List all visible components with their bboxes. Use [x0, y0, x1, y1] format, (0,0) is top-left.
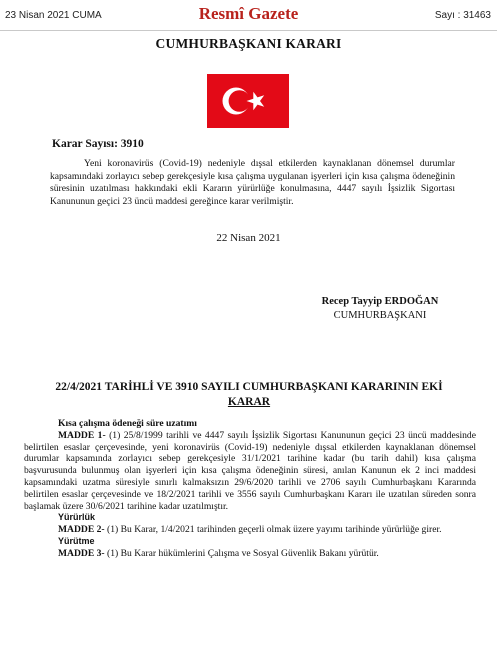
article-label: MADDE 1- [58, 429, 106, 441]
article-2 [24, 524, 476, 536]
signer-name: Recep Tayyip ERDOĞAN [321, 296, 439, 307]
article-label: MADDE 3- [58, 547, 105, 559]
article-text: (1) 25/8/1999 tarihli ve 4447 sayılı İşsizlik Sigortası Kanununun geçici 23 üncü maddesinde belirtilen esaslar çerçevesinde, yeni koronavirüs (Covid-19) nedeniyle dışsal etkilerden kaynaklanan dönemsel durumlar kapsamında zorlayıcı sebep gerekçesiyle 31/1/2021 tarihine kadar (bu tarih dahil) kısa çalışma başvurusunda bulunmuş olan işyerleri için kısa çalışma ödeneğinin süresi, anılan Kanunun ek 2 inci maddesi kapsamındaki uzatma süresiyle sınırlı kalmaksızın 29/6/2020 tarihli ve 2706 sayılı Cumhurbaşkanı Kararında belirtilen esaslar çerçevesinde ve 18/2/2021 tarihli ve 3556 sayılı Cumhurbaşkanı Kararı ile uzatılan süreden sonra başlamak üzere 30/6/2021 tarihine kadar uzatılmıştır. [24, 429, 476, 512]
gazette-header [0, 0, 497, 31]
signer-title: CUMHURBAŞKANI [333, 310, 427, 321]
gazette-masthead: Resmî Gazete [198, 4, 299, 23]
issue-number: Sayı : 31463 [434, 10, 491, 21]
article-text: (1) Bu Karar, 1/4/2021 tarihinden geçerli olmak üzere yayımı tarihinde yürürlüğe girer. [104, 524, 442, 536]
intro-paragraph: Yeni koronavirüs (Covid-19) nedeniyle dışsal etkilerden kaynaklanan dönemsel durumlar kapsamındaki zorlayıcı sebep gerekçesiyle kısa çalışma uygulanan işyerleri için kısa çalışma ödeneğinin süresinin uzatılması hakkındaki ekli Kararın yürürlüğe konulmasına, 4447 sayılı İşsizlik Sigortası Kanununun geçici 23 üncü maddesi gereğince karar verilmiştir. [50, 158, 455, 207]
article-1 [24, 430, 476, 513]
section-heading: Yürürlük [58, 512, 96, 523]
turkish-flag-icon [207, 74, 289, 128]
section-heading: Yürütme [58, 535, 95, 546]
annex-title-line1: 22/4/2021 TARİHLİ VE 3910 SAYILI CUMHURBAŞKANI KARARININ EKİ [55, 381, 443, 393]
decree-number: Karar Sayısı: 3910 [52, 138, 144, 150]
section-heading: Kısa çalışma ödeneği süre uzatımı [58, 418, 197, 429]
article-text: (1) Bu Karar hükümlerini Çalışma ve Sosyal Güvenlik Bakanı yürütür. [104, 547, 379, 559]
decree-date: 22 Nisan 2021 [216, 232, 281, 244]
annex-title [24, 380, 474, 410]
annex-body [24, 418, 476, 560]
article-label: MADDE 2- [58, 524, 105, 536]
signature-block [300, 295, 460, 323]
header-date: 23 Nisan 2021 CUMA [5, 10, 102, 21]
annex-title-line2: KARAR [227, 396, 271, 408]
document-title: CUMHURBAŞKANI KARARI [155, 36, 342, 51]
article-3 [24, 548, 476, 560]
